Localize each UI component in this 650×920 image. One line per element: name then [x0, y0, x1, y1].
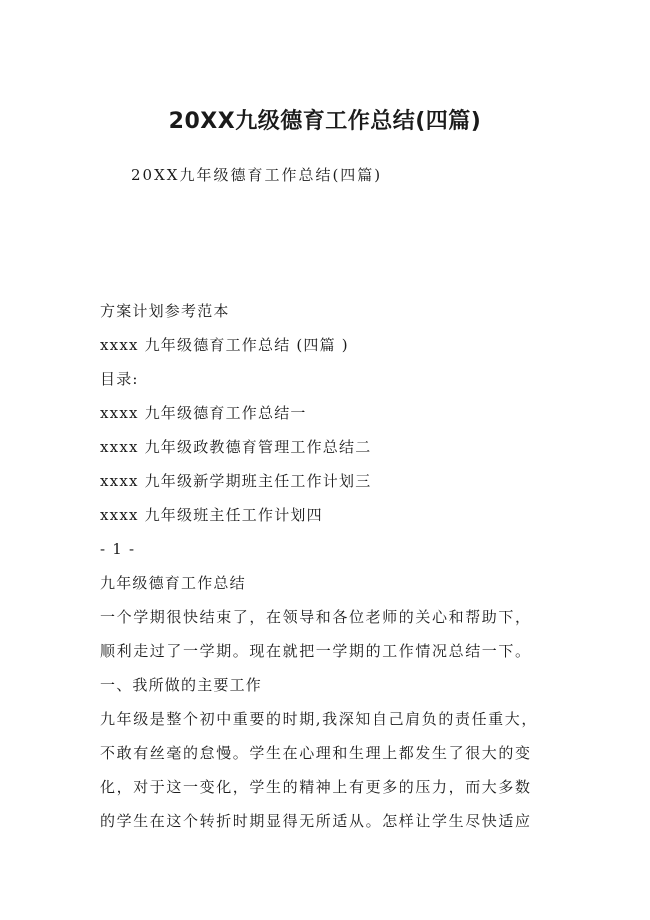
- page-marker: - 1 -: [100, 540, 136, 558]
- section-title: 九年级德育工作总结: [100, 574, 246, 592]
- toc-item: xxxx 九年级政教德育管理工作总结二: [100, 438, 372, 456]
- paragraph-line: 顺利走过了一学期。现在就把一学期的工作情况总结一下。: [100, 642, 532, 660]
- section-heading: 一、我所做的主要工作: [100, 676, 263, 694]
- paragraph-line: 化，对于这一变化，学生的精神上有更多的压力，而大多数: [100, 778, 532, 796]
- toc-item: xxxx 九年级德育工作总结一: [100, 404, 307, 422]
- document-content: [100, 298, 570, 842]
- toc-label: 目录:: [100, 370, 139, 388]
- toc-item: xxxx 九年级新学期班主任工作计划三: [100, 472, 372, 490]
- paragraph-line: 九年级是整个初中重要的时期,我深知自己肩负的责任重大，: [100, 710, 538, 728]
- document-title: 20XX九级德育工作总结(四篇): [168, 109, 482, 134]
- paragraph-line: 的学生在这个转折时期显得无所适从。怎样让学生尽快适应: [100, 812, 532, 830]
- document-subtitle: 20XX九年级德育工作总结(四篇): [131, 166, 383, 184]
- toc-title: xxxx 九年级德育工作总结 (四篇 ): [100, 336, 349, 354]
- paragraph-line: 不敢有丝毫的怠慢。学生在心理和生理上都发生了很大的变: [100, 744, 532, 762]
- toc-header: 方案计划参考范本: [100, 302, 230, 320]
- paragraph-line: 一个学期很快结束了，在领导和各位老师的关心和帮助下，: [100, 608, 532, 626]
- toc-item: xxxx 九年级班主任工作计划四: [100, 506, 323, 524]
